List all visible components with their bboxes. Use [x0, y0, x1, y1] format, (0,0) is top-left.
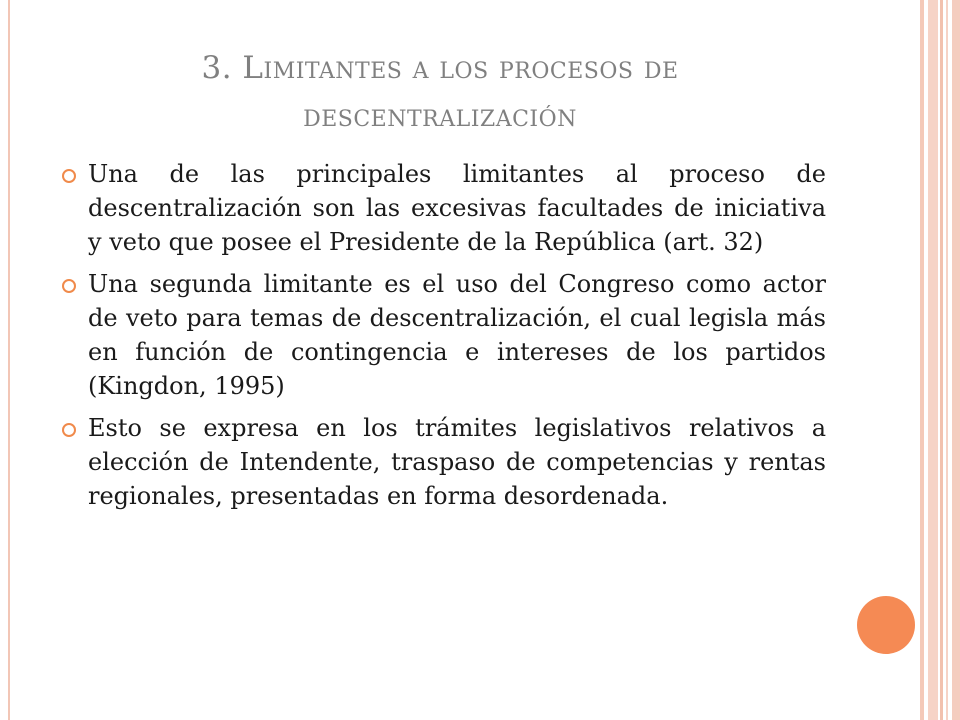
- slide-title-line-1: 3. Limitantes a los procesos de: [201, 50, 679, 86]
- right-decor-stripe: [940, 0, 943, 720]
- circle-outline-icon: [62, 169, 76, 183]
- circle-outline-icon: [62, 279, 76, 293]
- right-decor-stripe: [920, 0, 924, 720]
- accent-circle-icon: [857, 596, 915, 654]
- left-border-line: [8, 0, 10, 720]
- bullet-text: Esto se expresa en los trámites legislativos relativos a elección de Intendente, traspaso de competencias y rentas regionales, presentadas en forma desordenada.: [88, 414, 826, 510]
- circle-outline-icon: [62, 423, 76, 437]
- slide-title-line-2: descentralización: [303, 98, 577, 134]
- slide-title: [60, 44, 820, 140]
- right-decor-stripe: [928, 0, 938, 720]
- bullet-text: Una de las principales limitantes al proceso de descentralización son las excesivas facultades de iniciativa y veto que posee el Presidente de la República (art. 32): [88, 160, 826, 256]
- bullet-list: [62, 157, 826, 521]
- right-decor-stripe: [952, 0, 960, 720]
- list-item: [62, 157, 826, 259]
- list-item: [62, 411, 826, 513]
- list-item: [62, 267, 826, 403]
- right-decor-stripe: [946, 0, 948, 720]
- bullet-text: Una segunda limitante es el uso del Congreso como actor de veto para temas de descentralización, el cual legisla más en función de contingencia e intereses de los partidos (Kingdon, 1995): [88, 270, 826, 400]
